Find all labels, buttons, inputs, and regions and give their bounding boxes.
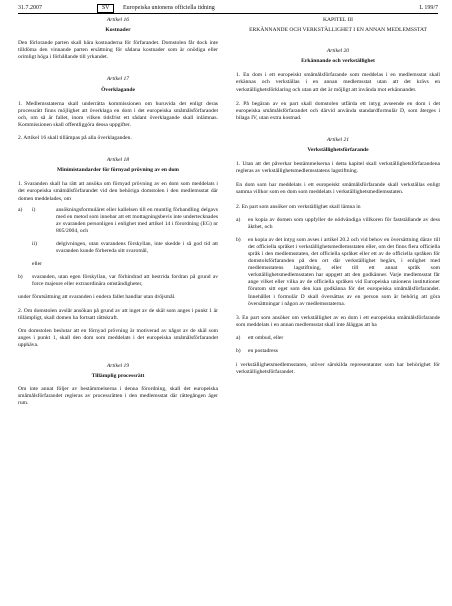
chapter-title: ERKÄNNANDE OCH VERKSTÄLLIGHET I EN ANNAN MEDLEMSSTAT [249, 27, 427, 34]
page-header [18, 4, 438, 14]
point-label: ii) [32, 240, 37, 247]
article-18-point-a-ii: delgivningen, utan svarandens förskyllan, inte skedde i så god tid att svaranden kunde förbereda sitt svaromål, [56, 240, 218, 255]
article-17-paragraph-1: 1. Medlemsstaterna skall underrätta kommissionen om huruvida det enligt deras processrätt finns möjlighet att överklaga en dom i det europeiska småmålsförfarandet och, om så är fallet, inom vilken tidsfrist ett sådant överklagande skall inlämnas. Kommissionen skall offentliggöra dessa uppgifter. [18, 100, 218, 128]
article-19-text: Om inte annat följer av bestämmelserna i denna förordning, skall det europeiska småmålsförfarandet regleras av processrätten i den medlemsstat där rättegången äger rum. [18, 386, 218, 407]
article-21-point-3b-text: en postadress [248, 348, 278, 354]
article-21-paragraph-2: 2. En part som ansöker om verkställighet skall lämna in [236, 203, 361, 210]
article-21-tail: i verkställighetsmedlemsstaten, utöver särskilda representanter som har behörighet för verkställighetsförfarandet. [236, 362, 440, 376]
article-21-point-3a-text: ett ombud, eller [248, 334, 284, 341]
article-18-paragraph-3: Om domstolen beslutar att en förnyad prövning är motiverad av något av de skäl som anges i punkt 1, skall den dom som meddelats i det europeiska småmålsförfarandet upphäva. [18, 327, 218, 348]
article-18-point-a-ii-row [18, 241, 218, 255]
point-label: a) [18, 206, 23, 213]
header-date: 31.7.2007 [18, 5, 42, 11]
article-21-point-a [236, 217, 440, 231]
article-20-number: Artikel 20 [326, 48, 350, 55]
article-18-number: Artikel 18 [106, 157, 130, 164]
article-18-point-b-text: svaranden, utan egen förskyllan, var förhindrad att bestrida fordran på grund av force majeure eller extraordinära omständigheter, [32, 274, 218, 288]
chapter-number: KAPITEL III [322, 17, 354, 23]
language-badge: SV [97, 4, 114, 13]
journal-title: Europeiska unionens officiella tidning [123, 5, 215, 11]
point-label: b) [18, 274, 23, 281]
article-21-point-b [236, 237, 440, 308]
point-label: a) [236, 334, 241, 341]
point-label: a) [236, 216, 241, 223]
article-20-title: Erkännande och verkställighet [301, 58, 375, 65]
article-20-paragraph-1: 1. En dom i ett europeiskt småmålsförfarande som meddelas i en medlemsstat skall erkännas och verkställas i en annan medlemsstat utan att det krävs en verkställighetsförklaring och utan att det är möjligt att invända mot erkännandet. [236, 72, 440, 93]
article-21-point-3a [236, 335, 440, 342]
article-16-text: Den förlorande parten skall bära kostnaderna för förfarandet. Domstolen får dock inte tilldöma den vinnande parten ersättning för sådana kostnader som är onödiga eller orimligt höga i förhållande till yrkandet. [18, 40, 218, 61]
article-21-point-a-text: en kopia av domen som uppfyller de nödvändiga villkoren för fastställande av dess äkthet, och [248, 216, 440, 230]
point-label: b) [236, 348, 241, 354]
right-column [236, 15, 440, 376]
article-19-number: Artikel 19 [106, 363, 130, 369]
article-18-title: Minimistandarder för förnyad prövning av en dom [57, 167, 179, 174]
article-21-number: Artikel 21 [326, 136, 350, 143]
article-18-point-a-i: ansökningsformuläret eller kallelsen till en muntlig förhandling delgavs med en metod som innebar att ett mottagningsbevis inte undertecknades av svaranden personligen i enlighet med artikel 14 i förordning (EG) nr 805/2004, och [56, 206, 218, 234]
article-20-paragraph-2: 2. På begäran av en part skall domstolen utfärda ett intyg avseende en dom i det europeiska småmålsförfarandet och därvid använda standardformulär D, som återges i bilaga IV, utan extra kostnad. [236, 100, 440, 121]
article-18-paragraph-2: 2. Om domstolen avslår ansökan på grund av att inget av de skäl som anges i punkt 1 är tillämpligt, skall domen ha fortsatt rättskraft. [18, 307, 218, 321]
article-16-number: Artikel 16 [106, 17, 130, 23]
article-17-number: Artikel 17 [106, 76, 130, 83]
article-21-paragraph-3: 3. En part som ansöker om verkställighet av en dom i ett europeiska småmålsförfarande som meddelats i en annan medlemsstat skall inte åläggas att ha [236, 314, 440, 328]
article-18-point-a [18, 207, 218, 235]
page-number: L 199/7 [419, 5, 438, 11]
article-18-point-b [18, 274, 218, 288]
article-18-paragraph-1: 1. Svaranden skall ha rätt att ansöka om förnyad prövning av en dom som meddelats i det europeiska småmålsförfarandet vid den behöriga domstolen i den medlemsstat där domen meddelades, om [18, 181, 218, 202]
article-21-point-3b [236, 348, 440, 355]
article-21-title: Verkställighetsförfarande [307, 147, 369, 154]
article-21-point-b-text: en kopia av det intyg som avses i artikel 20.2 och vid behov en översättning därav till det officiella språket i verkställighetsmedlemsstaten eller, om det finns flera officiella språk i den medlemsstaten, det officiella språket eller ett av de officiella språken för domstolsförfaranden på den ort där verkställighet begärs, i enlighet med medlemsstatens lagstiftning, eller till ett annat språk som verkställighetsmedlemsstaten har uppgett att den godkänner. Varje medlemsstat får ange vilket eller vilka av de officiella språken vid Europeiska unionens institutioner förutom sitt eget som den kan godkänna för det europeiska småmålsförfarandet. Innehållet i formulär D skall översättas av en person som är behörig att göra översättningar i någon av medlemsstaterna. [248, 236, 440, 307]
article-18-condition: under förutsättning att svaranden i endera fallet handlar utan dröjsmål. [18, 294, 176, 301]
article-17-paragraph-2: 2. Artikel 16 skall tillämpas på alla överklaganden. [18, 135, 132, 142]
left-column [18, 15, 218, 407]
article-19-title: Tillämplig processrätt [91, 373, 145, 380]
point-label: i) [32, 206, 36, 213]
article-17-title: Överklagande [101, 86, 135, 93]
article-16-title: Kostnader [105, 27, 131, 34]
article-21-paragraph-1: 1. Utan att det påverkar bestämmelserna i detta kapitel skall verkställighetsförfarandena regleras av verkställighetsmedlemsstatens lagstiftning. [236, 161, 440, 175]
article-18-eller: eller [32, 261, 42, 268]
article-21-paragraph-1b: En dom som har meddelats i ett europeiskt småmålsförfarande skall verkställas enligt samma villkor som en dom som meddelats i verkställighetsmedlemsstaten. [236, 182, 440, 196]
point-label: b) [236, 236, 241, 243]
